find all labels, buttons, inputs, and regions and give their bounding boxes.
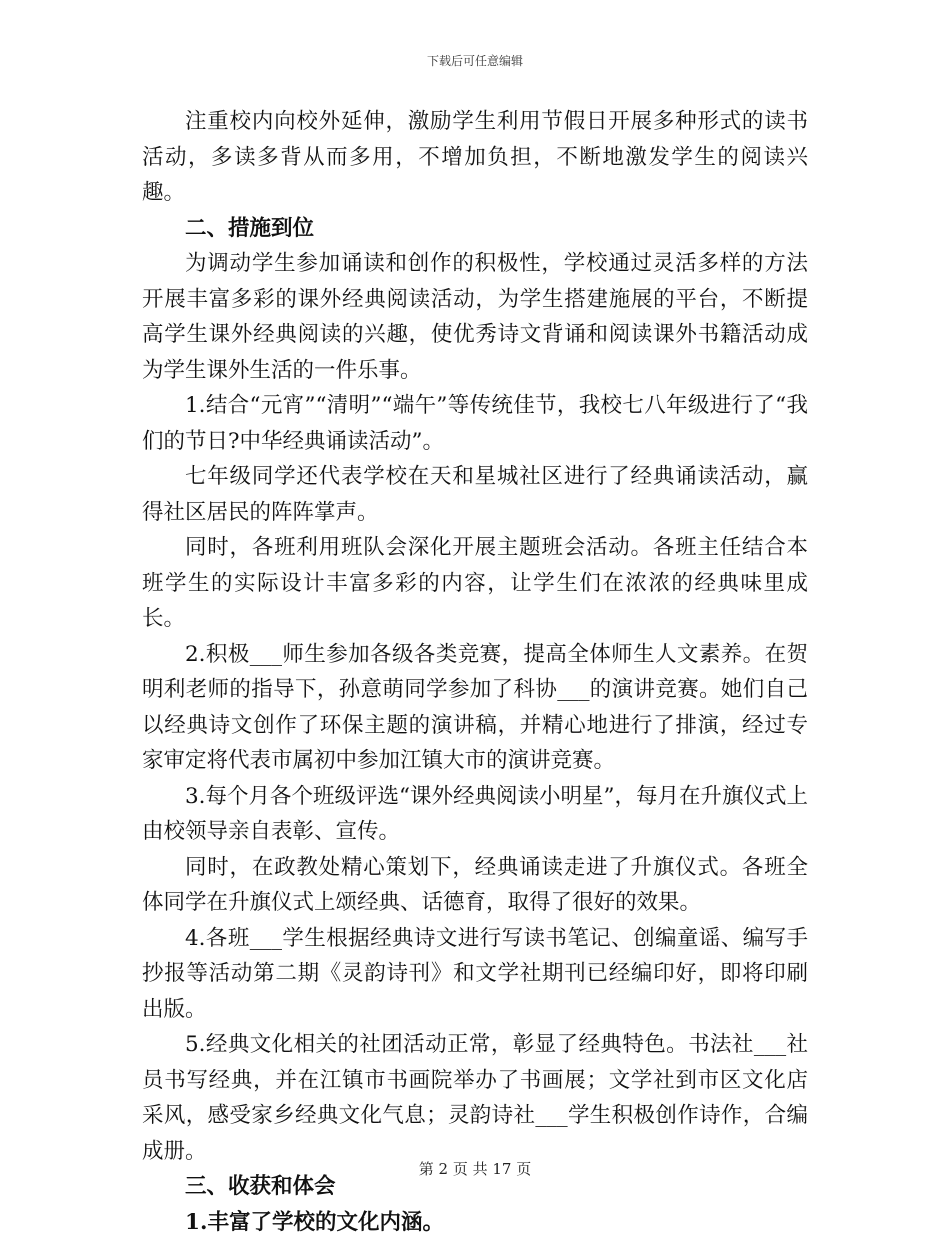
section-heading-measures: 二、措施到位: [142, 211, 808, 247]
paragraph-item-4: 4.各班___学生根据经典诗文进行写读书笔记、创编童谣、编写手抄报等活动第二期《灵韵诗刊》和文学社期刊已经编印好，即将印刷出版。: [142, 921, 808, 1028]
paragraph-flag-ceremony: 同时，在政教处精心策划下，经典诵读走进了升旗仪式。各班全体同学在升旗仪式上颂经典、话德育，取得了很好的效果。: [142, 850, 808, 921]
subheading-culture: 1.丰富了学校的文化内涵。: [142, 1205, 808, 1240]
document-body: [142, 104, 808, 1240]
section-heading-gains: 三、收获和体会: [142, 1169, 808, 1205]
paragraph-item-2: 2.积极___师生参加各级各类竞赛，提高全体师生人文素养。在贺明利老师的指导下，孙意萌同学参加了科协___的演讲竞赛。她们自己以经典诗文创作了环保主题的演讲稿，并精心地进行了排演，经过专家审定将代表市属初中参加江镇大市的演讲竞赛。: [142, 637, 808, 779]
paragraph-item-5: 5.经典文化相关的社团活动正常，彰显了经典特色。书法社___社员书写经典，并在江镇市书画院举办了书画展；文学社到市区文化店采风，感受家乡经典文化气息；灵韵诗社___学生积极创作诗作，合编成册。: [142, 1027, 808, 1169]
paragraph-measures-intro: 为调动学生参加诵读和创作的积极性，学校通过灵活多样的方法开展丰富多彩的课外经典阅读活动，为学生搭建施展的平台，不断提高学生课外经典阅读的兴趣，使优秀诗文背诵和阅读课外书籍活动成为学生课外生活的一件乐事。: [142, 246, 808, 388]
paragraph-item-1: 1.结合“元宵”“清明”“端午”等传统佳节，我校七八年级进行了“我们的节日?中华经典诵读活动”。: [142, 388, 808, 459]
paragraph-grade7-activity: 七年级同学还代表学校在天和星城社区进行了经典诵读活动，赢得社区居民的阵阵掌声。: [142, 459, 808, 530]
paragraph-class-meetings: 同时，各班利用班队会深化开展主题班会活动。各班主任结合本班学生的实际设计丰富多彩的内容，让学生们在浓浓的经典味里成长。: [142, 530, 808, 637]
paragraph-intro-continuation: 注重校内向校外延伸，激励学生利用节假日开展多种形式的读书活动，多读多背从而多用，不增加负担，不断地激发学生的阅读兴趣。: [142, 104, 808, 211]
paragraph-item-3: 3.每个月各个班级评选“课外经典阅读小明星”，每月在升旗仪式上由校领导亲自表彰、宣传。: [142, 779, 808, 850]
header-note: 下载后可任意编辑: [0, 52, 950, 69]
page-number: 第 2 页 共 17 页: [0, 1158, 950, 1179]
